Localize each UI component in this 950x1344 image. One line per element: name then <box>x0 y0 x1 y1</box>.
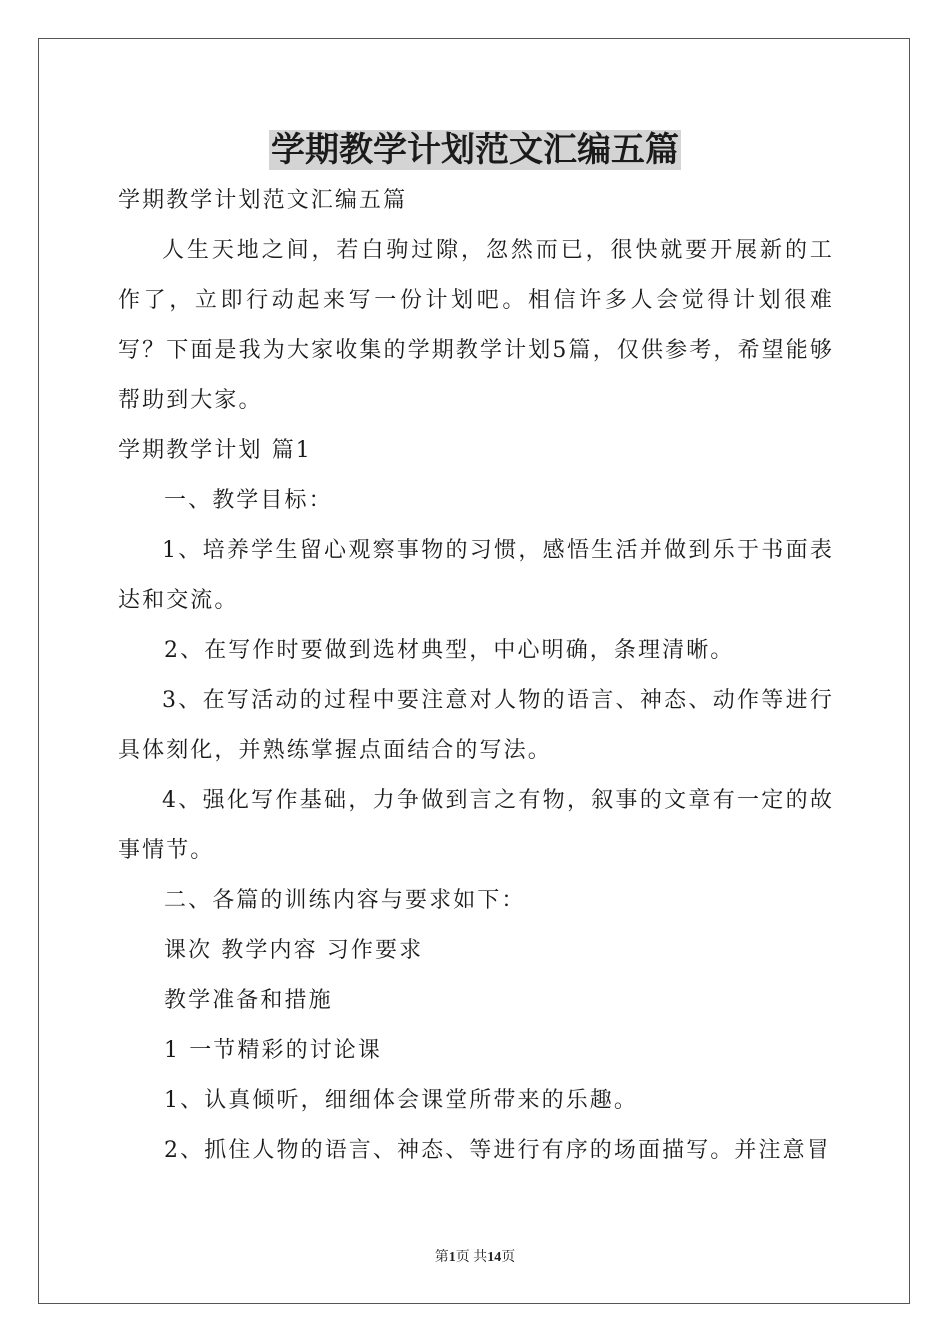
page-prefix: 第 <box>434 1250 449 1265</box>
document-subtitle: 学期教学计划范文汇编五篇 <box>118 188 408 213</box>
content-heading: 二、各篇的训练内容与要求如下： <box>164 888 526 913</box>
page-mid: 页 共 <box>455 1250 488 1265</box>
goal-item: 2、在写作时要做到选材典型，中心明确，条理清晰。 <box>164 638 735 663</box>
document-title <box>0 126 950 174</box>
table-header-continued: 教学准备和措施 <box>164 988 333 1013</box>
document-body <box>118 176 834 1176</box>
goal-item: 1、培养学生留心观察事物的习惯，感悟生活并做到乐于书面表达和交流。 <box>118 538 834 613</box>
goal-heading: 一、教学目标： <box>164 488 333 513</box>
current-page-number: 1 <box>448 1250 456 1265</box>
lesson-row: 1 一节精彩的讨论课 <box>164 1038 382 1063</box>
goal-item: 4、强化写作基础，力争做到言之有物，叙事的文章有一定的故事情节。 <box>118 788 834 863</box>
table-header: 课次 教学内容 习作要求 <box>164 938 424 963</box>
requirement-item: 2、抓住人物的语言、神态、等进行有序的场面描写。并注意冒 <box>164 1138 831 1163</box>
requirement-item: 1、认真倾听，细细体会课堂所带来的乐趣。 <box>164 1088 638 1113</box>
goal-item: 3、在写活动的过程中要注意对人物的语言、神态、动作等进行具体刻化，并熟练掌握点面结合的写法。 <box>118 688 834 763</box>
document-title-text: 学期教学计划范文汇编五篇 <box>271 130 679 170</box>
page-footer <box>0 1246 950 1266</box>
section-heading: 学期教学计划 篇1 <box>118 438 312 463</box>
total-page-number: 14 <box>487 1250 502 1265</box>
page-suffix: 页 <box>501 1250 516 1265</box>
intro-paragraph: 人生天地之间，若白驹过隙，忽然而已，很快就要开展新的工作了，立即行动起来写一份计划吧。相信许多人会觉得计划很难写？下面是我为大家收集的学期教学计划5篇，仅供参考，希望能够帮助到大家。 <box>118 238 834 413</box>
